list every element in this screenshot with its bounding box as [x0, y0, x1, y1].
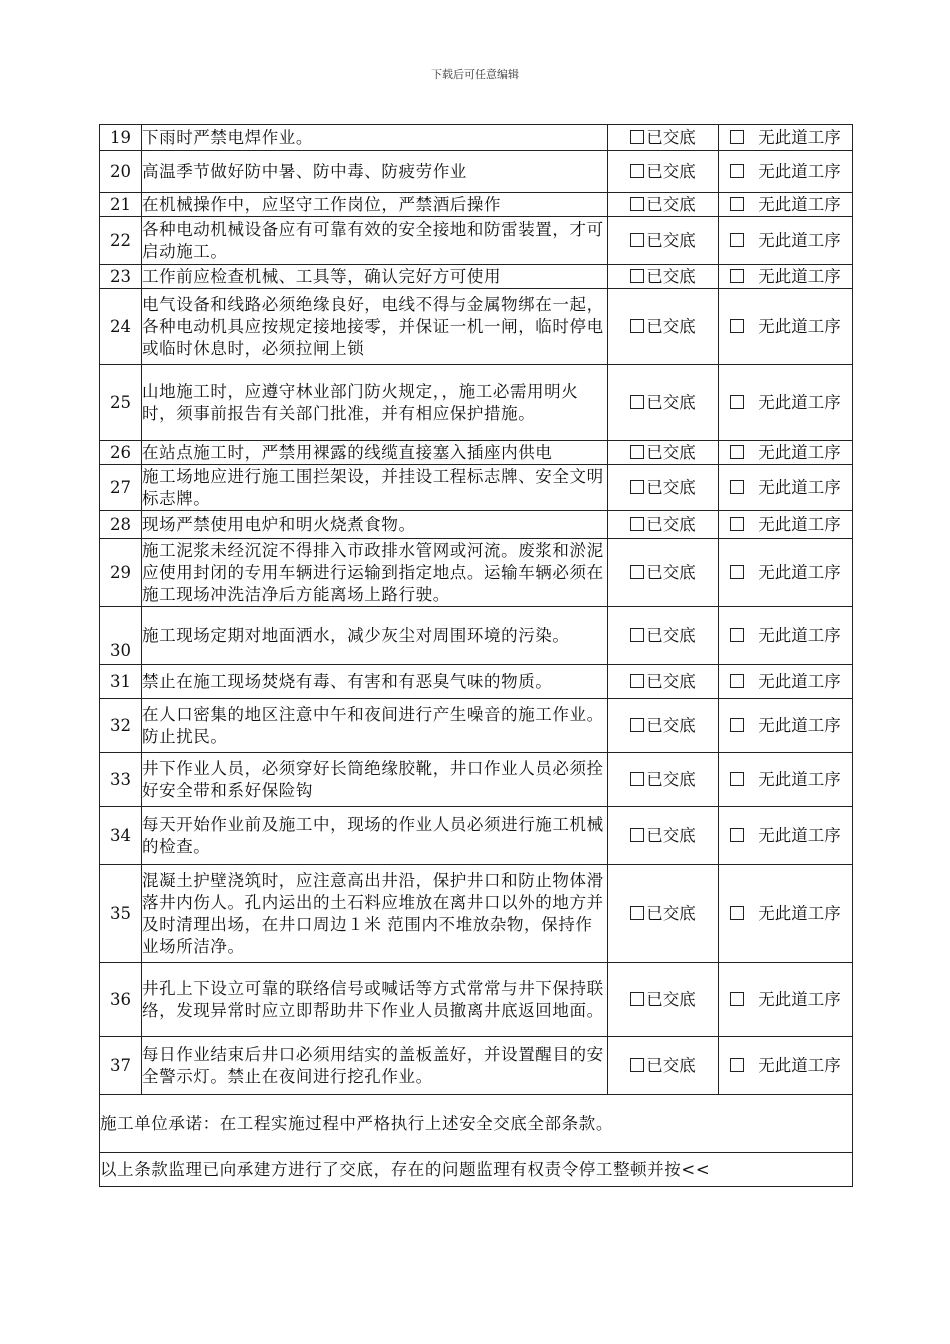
row-number: 27 — [100, 465, 142, 511]
option-disclosed-label: 已交底 — [646, 442, 696, 462]
checkbox-disclosed[interactable] — [630, 130, 644, 144]
checkbox-not-applicable[interactable] — [730, 906, 744, 920]
option-disclosed-label: 已交底 — [646, 715, 696, 735]
checkbox-disclosed[interactable] — [630, 269, 644, 283]
option-not-applicable[interactable] — [719, 151, 853, 193]
table-row — [100, 865, 853, 963]
option-not-applicable[interactable] — [719, 365, 853, 441]
option-not-applicable[interactable] — [719, 125, 853, 151]
table-row — [100, 807, 853, 865]
header-note: 下载后可任意编辑 — [431, 68, 519, 81]
option-disclosed[interactable] — [608, 665, 719, 699]
option-disclosed-label: 已交底 — [646, 825, 696, 845]
option-not-applicable[interactable] — [719, 539, 853, 607]
row-requirement-text: 混凝土护壁浇筑时，应注意高出井沿，保护井口和防止物体滑落井内伤人。孔内运出的土石料应堆放在离井口以外的地方并及时清理出场，在井口周边１米 范围内不堆放杂物，保持作业场所洁净。 — [142, 865, 608, 963]
option-disclosed-label: 已交底 — [646, 230, 696, 250]
option-disclosed[interactable] — [608, 217, 719, 265]
checkbox-not-applicable[interactable] — [730, 233, 744, 247]
option-not-applicable[interactable] — [719, 865, 853, 963]
row-requirement-text: 各种电动机械设备应有可靠有效的安全接地和防雷装置，才可启动施工。 — [142, 217, 608, 265]
checkbox-not-applicable[interactable] — [730, 674, 744, 688]
option-disclosed[interactable] — [608, 151, 719, 193]
checkbox-not-applicable[interactable] — [730, 828, 744, 842]
option-disclosed[interactable] — [608, 465, 719, 511]
option-not-applicable-label: 无此道工序 — [758, 316, 841, 336]
option-disclosed-label: 已交底 — [646, 127, 696, 147]
option-disclosed[interactable] — [608, 511, 719, 539]
checkbox-disclosed[interactable] — [630, 828, 644, 842]
row-requirement-text: 在机械操作中，应坚守工作岗位，严禁酒后操作 — [142, 193, 608, 217]
option-disclosed-label: 已交底 — [646, 625, 696, 645]
checkbox-not-applicable[interactable] — [730, 772, 744, 786]
checkbox-not-applicable[interactable] — [730, 480, 744, 494]
checkbox-not-applicable[interactable] — [730, 992, 744, 1006]
safety-disclosure-table — [99, 124, 853, 1187]
option-disclosed-label: 已交底 — [646, 769, 696, 789]
option-not-applicable[interactable] — [719, 465, 853, 511]
row-number: 28 — [100, 511, 142, 539]
option-not-applicable-label: 无此道工序 — [758, 194, 841, 214]
row-number: 34 — [100, 807, 142, 865]
option-not-applicable-label: 无此道工序 — [758, 477, 841, 497]
row-number: 35 — [100, 865, 142, 963]
option-disclosed[interactable] — [608, 265, 719, 289]
row-requirement-text: 下雨时严禁电焊作业。 — [142, 125, 608, 151]
checkbox-disclosed[interactable] — [630, 480, 644, 494]
option-disclosed[interactable] — [608, 807, 719, 865]
checkbox-disclosed[interactable] — [630, 772, 644, 786]
option-not-applicable[interactable] — [719, 193, 853, 217]
row-number: 30 — [100, 607, 142, 665]
option-not-applicable-label: 无此道工序 — [758, 392, 841, 412]
row-requirement-text: 现场严禁使用电炉和明火烧煮食物。 — [142, 511, 608, 539]
row-requirement-text: 禁止在施工现场焚烧有毒、有害和有恶臭气味的物质。 — [142, 665, 608, 699]
option-disclosed[interactable] — [608, 125, 719, 151]
commitment-text: 施工单位承诺：在工程实施过程中严格执行上述安全交底全部条款。 — [100, 1095, 853, 1153]
option-not-applicable[interactable] — [719, 289, 853, 365]
row-requirement-text: 施工场地应进行施工围拦架设，并挂设工程标志牌、安全文明标志牌。 — [142, 465, 608, 511]
option-not-applicable-label: 无此道工序 — [758, 514, 841, 534]
table-row — [100, 125, 853, 151]
row-number: 26 — [100, 441, 142, 465]
commitment-row — [100, 1095, 853, 1153]
option-disclosed-label: 已交底 — [646, 671, 696, 691]
checkbox-not-applicable[interactable] — [730, 565, 744, 579]
row-requirement-text: 每天开始作业前及施工中，现场的作业人员必须进行施工机械的检查。 — [142, 807, 608, 865]
option-not-applicable[interactable] — [719, 1037, 853, 1095]
checkbox-disclosed[interactable] — [630, 565, 644, 579]
option-disclosed[interactable] — [608, 865, 719, 963]
option-not-applicable[interactable] — [719, 511, 853, 539]
checkbox-not-applicable[interactable] — [730, 718, 744, 732]
checkbox-not-applicable[interactable] — [730, 164, 744, 178]
option-not-applicable[interactable] — [719, 607, 853, 665]
checkbox-not-applicable[interactable] — [730, 269, 744, 283]
option-disclosed-label: 已交底 — [646, 161, 696, 181]
option-disclosed[interactable] — [608, 441, 719, 465]
row-requirement-text: 高温季节做好防中暑、防中毒、防疲劳作业 — [142, 151, 608, 193]
option-disclosed-label: 已交底 — [646, 392, 696, 412]
checkbox-disclosed[interactable] — [630, 906, 644, 920]
row-number: 29 — [100, 539, 142, 607]
row-requirement-text: 每日作业结束后井口必须用结实的盖板盖好，并设置醒目的安全警示灯。禁止在夜间进行挖孔作业。 — [142, 1037, 608, 1095]
option-not-applicable-label: 无此道工序 — [758, 442, 841, 462]
option-not-applicable-label: 无此道工序 — [758, 671, 841, 691]
option-disclosed-label: 已交底 — [646, 316, 696, 336]
table-row — [100, 963, 853, 1037]
row-number: 20 — [100, 151, 142, 193]
checkbox-disclosed[interactable] — [630, 395, 644, 409]
row-number: 22 — [100, 217, 142, 265]
option-disclosed[interactable] — [608, 753, 719, 807]
option-disclosed[interactable] — [608, 963, 719, 1037]
table-row — [100, 465, 853, 511]
row-requirement-text: 工作前应检查机械、工具等，确认完好方可使用 — [142, 265, 608, 289]
checkbox-disclosed[interactable] — [630, 319, 644, 333]
option-not-applicable-label: 无此道工序 — [758, 825, 841, 845]
table-row — [100, 193, 853, 217]
option-not-applicable-label: 无此道工序 — [758, 903, 841, 923]
checkbox-disclosed[interactable] — [630, 1058, 644, 1072]
row-number: 21 — [100, 193, 142, 217]
row-requirement-text: 井下作业人员，必须穿好长筒绝缘胶靴，井口作业人员必须拴好安全带和系好保险钩 — [142, 753, 608, 807]
row-requirement-text: 施工现场定期对地面洒水，减少灰尘对周围环境的污染。 — [142, 607, 608, 665]
checkbox-not-applicable[interactable] — [730, 445, 744, 459]
supervision-text: 以上条款监理已向承建方进行了交底，存在的问题监理有权责令停工整顿并按<< — [100, 1153, 853, 1187]
checkbox-not-applicable[interactable] — [730, 628, 744, 642]
table-row — [100, 151, 853, 193]
table-row — [100, 511, 853, 539]
row-requirement-text: 山地施工时，应遵守林业部门防火规定，，施工必需用明火时，须事前报告有关部门批准，并有相应保护措施。 — [142, 365, 608, 441]
option-disclosed[interactable] — [608, 365, 719, 441]
option-not-applicable-label: 无此道工序 — [758, 562, 841, 582]
supervision-row — [100, 1153, 853, 1187]
row-number: 25 — [100, 365, 142, 441]
checkbox-not-applicable[interactable] — [730, 1058, 744, 1072]
checkbox-disclosed[interactable] — [630, 445, 644, 459]
option-not-applicable[interactable] — [719, 753, 853, 807]
row-requirement-text: 在站点施工时，严禁用裸露的线缆直接塞入插座内供电 — [142, 441, 608, 465]
option-not-applicable-label: 无此道工序 — [758, 1055, 841, 1075]
option-not-applicable-label: 无此道工序 — [758, 989, 841, 1009]
option-disclosed-label: 已交底 — [646, 562, 696, 582]
option-not-applicable[interactable] — [719, 265, 853, 289]
table-row — [100, 441, 853, 465]
option-not-applicable[interactable] — [719, 441, 853, 465]
checkbox-disclosed[interactable] — [630, 197, 644, 211]
table-row — [100, 217, 853, 265]
option-not-applicable-label: 无此道工序 — [758, 625, 841, 645]
option-not-applicable-label: 无此道工序 — [758, 769, 841, 789]
row-requirement-text: 施工泥浆未经沉淀不得排入市政排水管网或河流。废浆和淤泥应使用封闭的专用车辆进行运输到指定地点。运输车辆必须在施工现场冲洗洁净后方能离场上路行驶。 — [142, 539, 608, 607]
option-disclosed-label: 已交底 — [646, 514, 696, 534]
row-number: 33 — [100, 753, 142, 807]
option-disclosed-label: 已交底 — [646, 989, 696, 1009]
option-not-applicable[interactable] — [719, 699, 853, 753]
table-row — [100, 365, 853, 441]
option-not-applicable-label: 无此道工序 — [758, 127, 841, 147]
option-not-applicable-label: 无此道工序 — [758, 230, 841, 250]
row-number: 24 — [100, 289, 142, 365]
checkbox-not-applicable[interactable] — [730, 319, 744, 333]
option-not-applicable-label: 无此道工序 — [758, 161, 841, 181]
row-number: 36 — [100, 963, 142, 1037]
option-disclosed[interactable] — [608, 193, 719, 217]
option-not-applicable-label: 无此道工序 — [758, 266, 841, 286]
option-disclosed-label: 已交底 — [646, 1055, 696, 1075]
checkbox-not-applicable[interactable] — [730, 395, 744, 409]
row-requirement-text: 井孔上下设立可靠的联络信号或喊话等方式常常与井下保持联络，发现异常时应立即帮助井下作业人员撤离井底返回地面。 — [142, 963, 608, 1037]
table-row — [100, 607, 853, 665]
checkbox-disclosed[interactable] — [630, 992, 644, 1006]
table-row — [100, 1037, 853, 1095]
option-not-applicable-label: 无此道工序 — [758, 715, 841, 735]
checkbox-disclosed[interactable] — [630, 674, 644, 688]
table-row — [100, 539, 853, 607]
checkbox-not-applicable[interactable] — [730, 130, 744, 144]
option-disclosed-label: 已交底 — [646, 903, 696, 923]
row-requirement-text: 在人口密集的地区注意中午和夜间进行产生噪音的施工作业。防止扰民。 — [142, 699, 608, 753]
option-disclosed-label: 已交底 — [646, 194, 696, 214]
table-row — [100, 699, 853, 753]
option-not-applicable[interactable] — [719, 665, 853, 699]
option-disclosed-label: 已交底 — [646, 266, 696, 286]
row-number: 32 — [100, 699, 142, 753]
checkbox-not-applicable[interactable] — [730, 517, 744, 531]
option-disclosed[interactable] — [608, 289, 719, 365]
option-not-applicable[interactable] — [719, 807, 853, 865]
option-disclosed-label: 已交底 — [646, 477, 696, 497]
table-body — [100, 125, 853, 1095]
option-disclosed[interactable] — [608, 539, 719, 607]
row-number: 37 — [100, 1037, 142, 1095]
checkbox-disclosed[interactable] — [630, 628, 644, 642]
option-not-applicable[interactable] — [719, 963, 853, 1037]
checkbox-disclosed[interactable] — [630, 233, 644, 247]
option-disclosed[interactable] — [608, 607, 719, 665]
option-not-applicable[interactable] — [719, 217, 853, 265]
checkbox-disclosed[interactable] — [630, 517, 644, 531]
row-number: 31 — [100, 665, 142, 699]
table-row — [100, 665, 853, 699]
row-requirement-text: 电气设备和线路必须绝缘良好，电线不得与金属物绑在一起，各种电动机具应按规定接地接零，并保证一机一闸，临时停电或临时休息时，必须拉闸上锁 — [142, 289, 608, 365]
checkbox-disclosed[interactable] — [630, 164, 644, 178]
row-number: 19 — [100, 125, 142, 151]
checkbox-not-applicable[interactable] — [730, 197, 744, 211]
table-row — [100, 265, 853, 289]
option-disclosed[interactable] — [608, 1037, 719, 1095]
table-row — [100, 753, 853, 807]
table-row — [100, 289, 853, 365]
option-disclosed[interactable] — [608, 699, 719, 753]
checkbox-disclosed[interactable] — [630, 718, 644, 732]
row-number: 23 — [100, 265, 142, 289]
